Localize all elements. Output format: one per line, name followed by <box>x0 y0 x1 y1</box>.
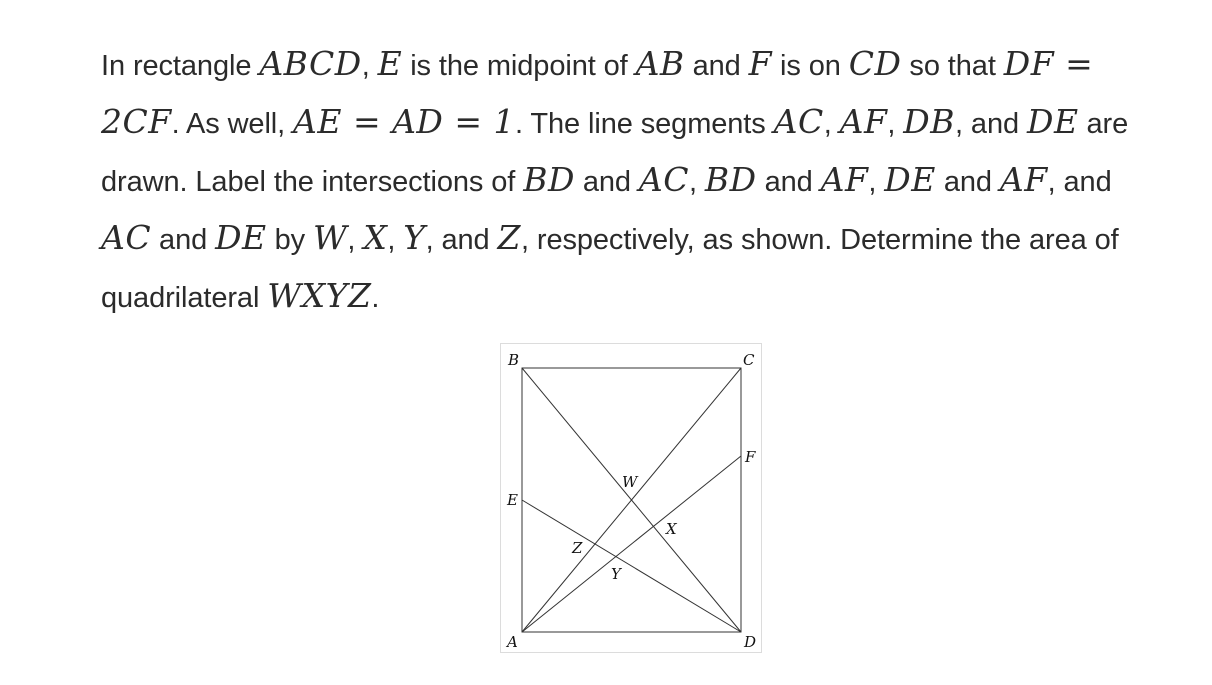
problem-text: . <box>371 282 380 314</box>
label-d: D <box>744 633 757 651</box>
problem-statement <box>101 36 1161 326</box>
problem-text: , <box>361 50 378 82</box>
math-segment: AC <box>638 160 689 199</box>
math-quadrilateral: WXYZ <box>267 276 372 315</box>
geometry-diagram <box>501 344 763 654</box>
problem-text: and <box>935 166 1000 198</box>
problem-text: . As well, <box>171 108 294 140</box>
problem-text: , and <box>1047 166 1112 198</box>
problem-text: , <box>387 224 404 256</box>
math-segment: AC <box>101 218 152 257</box>
math-segment: DE <box>215 218 267 257</box>
math-point: Z <box>497 218 521 257</box>
problem-text: , <box>689 166 705 198</box>
label-b: B <box>508 351 520 369</box>
math-segment: CD <box>848 44 902 83</box>
problem-text: , and <box>425 224 498 256</box>
math-point: Y <box>403 218 426 257</box>
problem-text: and <box>574 166 639 198</box>
label-z: Z <box>572 539 583 557</box>
math-rect-name: ABCD <box>259 44 362 83</box>
math-segment: AF <box>820 160 869 199</box>
problem-text: , respectively, as shown. Determine the area of quadrilateral <box>101 224 1119 314</box>
math-point: E <box>377 44 403 83</box>
math-point: F <box>748 44 773 83</box>
label-y: Y <box>611 565 621 583</box>
geometry-figure <box>500 343 762 653</box>
problem-text: , <box>887 108 904 140</box>
problem-text: so that <box>901 50 1004 82</box>
math-segment: AF <box>999 160 1048 199</box>
problem-text: by <box>266 224 313 256</box>
label-w: W <box>622 473 638 491</box>
label-e: E <box>507 491 518 509</box>
math-segment: DE <box>1026 102 1079 141</box>
math-segment: BD <box>704 160 757 199</box>
problem-text: and <box>756 166 821 198</box>
problem-text: are drawn. Label the intersections of <box>101 108 1129 198</box>
math-equation: AE = AD = 1 <box>293 102 516 141</box>
problem-text: is the midpoint of <box>402 50 636 82</box>
label-x: X <box>666 520 677 538</box>
math-point: W <box>313 218 348 257</box>
problem-text: . The line segments <box>515 108 774 140</box>
math-segment: DE <box>884 160 936 199</box>
label-f: F <box>745 448 756 466</box>
segment-de <box>522 500 741 632</box>
problem-text: , <box>868 166 885 198</box>
math-equation: DF = 2CF <box>101 44 1094 141</box>
problem-text: is on <box>772 50 849 82</box>
problem-text: , and <box>955 108 1027 140</box>
math-segment: AB <box>635 44 685 83</box>
label-a: A <box>507 633 518 651</box>
math-segment: AC <box>773 102 824 141</box>
problem-text: In rectangle <box>101 50 260 82</box>
math-segment: AF <box>839 102 888 141</box>
label-c: C <box>743 351 755 369</box>
problem-text: , <box>347 224 364 256</box>
problem-text: and <box>151 224 216 256</box>
problem-text: , <box>823 108 840 140</box>
math-point: X <box>363 218 388 257</box>
problem-text: and <box>684 50 749 82</box>
math-segment: BD <box>523 160 575 199</box>
math-segment: DB <box>903 102 956 141</box>
